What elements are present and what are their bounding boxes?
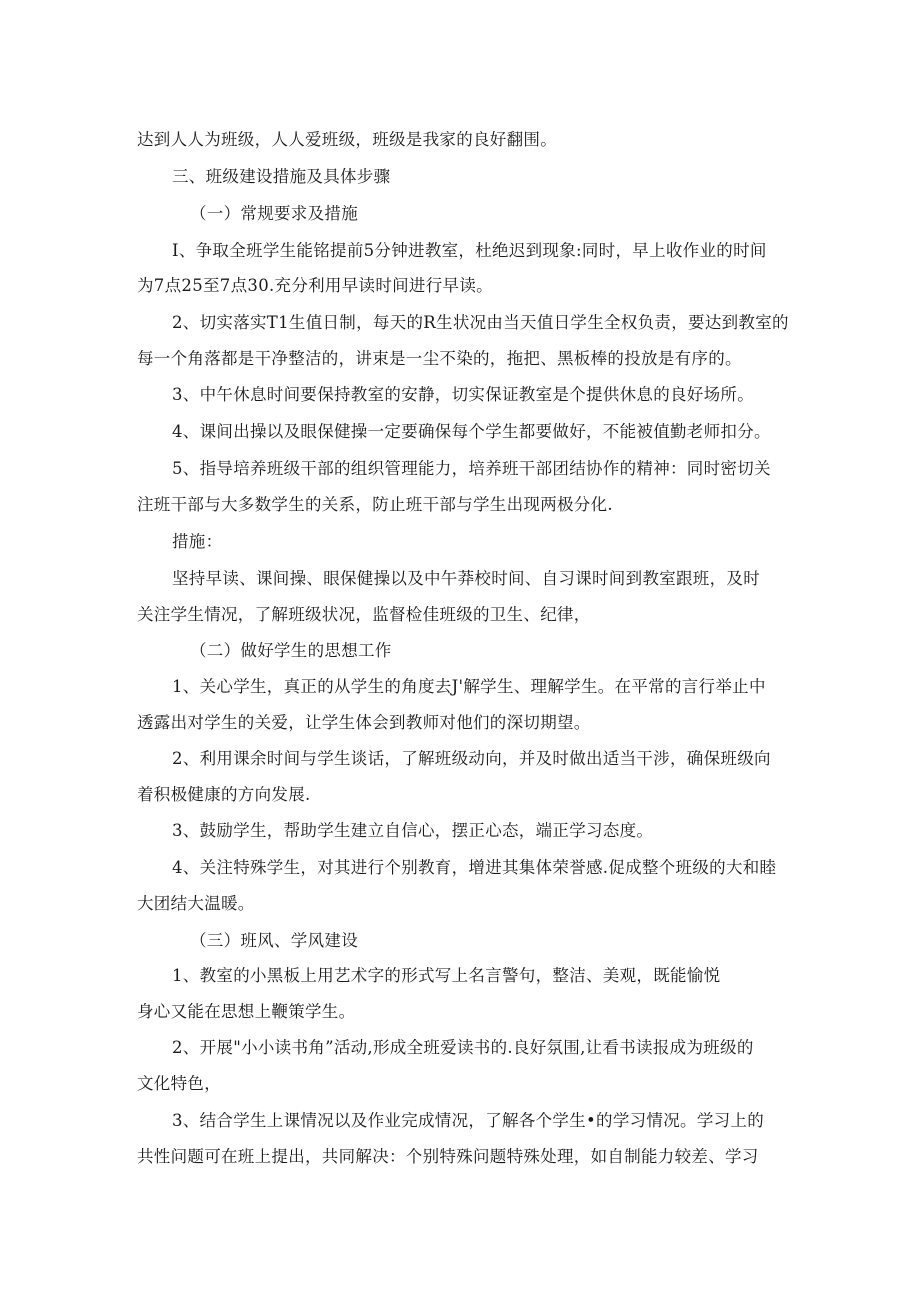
paragraph-line: 着积极健康的方向发展. [137,785,311,804]
paragraph-line: 5、指导培养班级干部的组织管理能力，培养班干部团结协作的精神：同时密切关 [172,459,771,478]
paragraph-label: 措施： [172,532,223,551]
section-heading: 三、班级建设措施及具体步骤 [172,167,391,186]
paragraph-line: 3、中午休息时间要保持教室的安静，切实保证教室是个提供休息的良好场所。 [172,385,754,404]
paragraph-line: 3、鼓励学生，帮助学生建立自信心，摆正心态，端正学习态度。 [172,821,654,840]
paragraph-line: 2、开展"小小读书角”活动,形成全班爱读书的.良好氛围,让看书读报成为班级的 [172,1038,754,1057]
paragraph-line: 透露出对学生的关爱，让学生体会到教师对他们的深切期望。 [137,713,591,732]
paragraph-line: 注班干部与大多数学生的关系，防止班干部与学生出现两极分化. [137,495,613,514]
subsection-heading: （二）做好学生的思想工作 [190,641,392,660]
paragraph-line: 共性问题可在班上提出，共同解决：个别特殊问题特殊处理，如自制能力较差、学习 [137,1147,759,1166]
paragraph-line: 关注学生情况，了解班级状况，监督检佳班级的卫生、纪律， [137,605,591,624]
paragraph-line: 4、课间出操以及眼保健操一定要确保每个学生都要做好，不能被值勤老师扣分。 [172,422,771,441]
paragraph-line: 大团结大温暖。 [137,894,255,913]
paragraph-line: I、争取全班学生能铭提前5分钟进教室，杜绝迟到现象:同时，早上收作业的时间 [172,241,767,260]
paragraph-line: 1、关心学生，真正的从学生的角度去J'解学生、理解学生。在平常的言行举止中 [172,677,766,696]
paragraph-line: 2、切实落实T1生值日制，每天的R生状况由当天值日学生全权负责，要达到教室的 [172,313,789,332]
paragraph-line: 3、结合学生上课情况以及作业完成情况，了解各个学生•的学习情况。学习上的 [172,1111,765,1130]
paragraph-line: 4、关注特殊学生，对其进行个别教育，增进其集体荣誉感.促成整个班级的大和睦 [172,858,777,877]
subsection-heading: （三）班风、学风建设 [190,931,358,950]
paragraph-line: 文化特色， [137,1074,221,1093]
paragraph-line: 每一个角落都是干净整洁的，讲束是一尘不染的，拖把、黑板棒的投放是有序的。 [137,349,742,368]
paragraph-line: 2、利用课余时间与学生谈话，了解班级动向，并及时做出适当干涉，确保班级向 [172,749,771,768]
paragraph-line: 达到人人为班级，人人爱班级，班级是我家的良好翻围。 [137,130,557,149]
paragraph-line: 为7点25至7点30.充分利用早读时间进行早读。 [137,276,493,295]
subsection-heading: （一）常规要求及措施 [190,204,358,223]
paragraph-line: 1、教室的小黑板上用艺术字的形式写上名言警句，整洁、美观，既能愉悦 [172,966,721,985]
paragraph-line: 身心又能在思想上鞭策学生。 [137,1002,356,1021]
paragraph-line: 坚持早读、课间操、眼保健操以及中午莽校时间、自习课时间到教室跟班，及时 [172,569,760,588]
